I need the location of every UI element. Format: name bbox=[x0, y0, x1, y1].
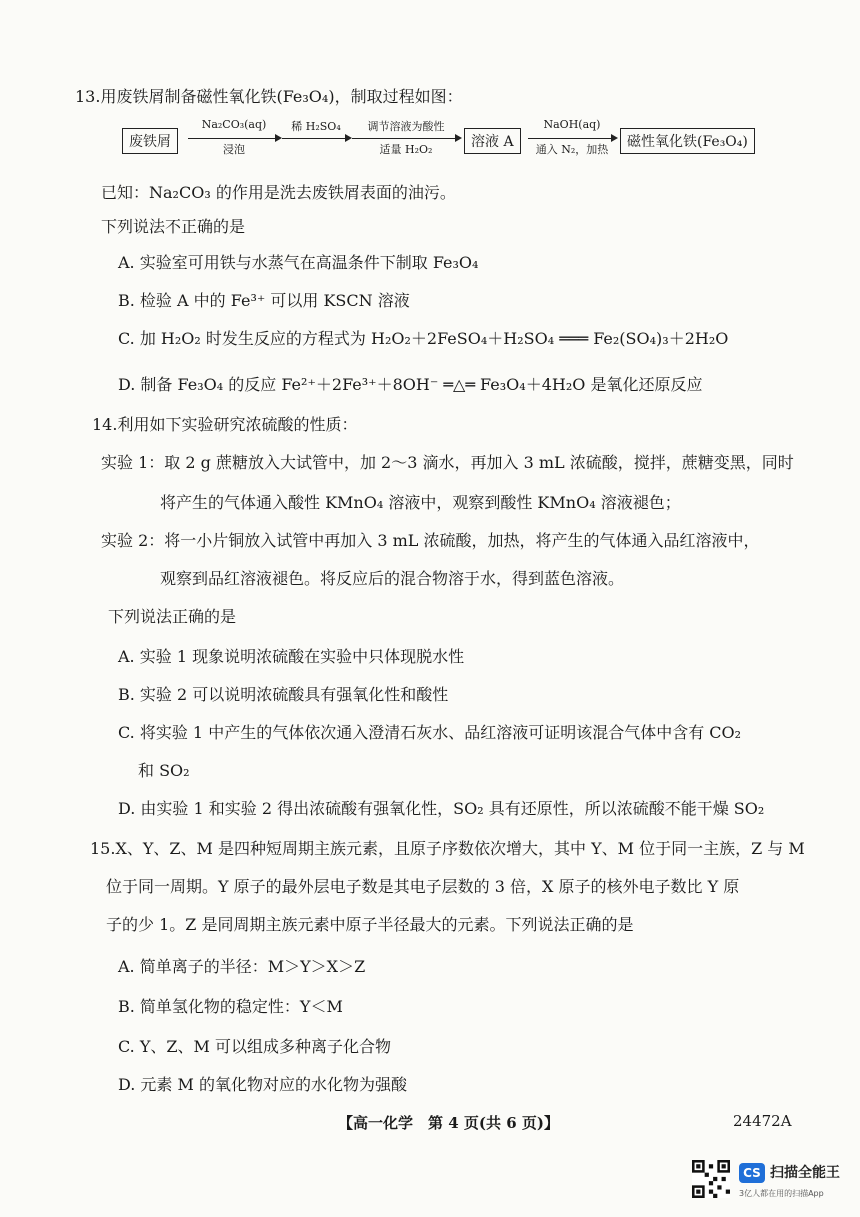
scanner-app-tagline: 3亿人都在用的扫描App bbox=[739, 1189, 824, 1198]
q14-option-c-line1: C. 将实验 1 中产生的气体依次通入澄清石灰水、品红溶液可证明该混合气体中含有 CO₂ bbox=[118, 723, 742, 742]
flow-arrow3-top: 调节溶液为酸性 bbox=[367, 120, 445, 133]
flow-arrow1-bottom: 浸泡 bbox=[223, 143, 245, 156]
q13-known: 已知：Na₂CO₃ 的作用是洗去废铁屑表面的油污。 bbox=[101, 183, 456, 202]
q13-stem: 13.用废铁屑制备磁性氧化铁(Fe₃O₄)，制取过程如图： bbox=[75, 87, 463, 106]
flow-arrow4-top: NaOH(aq) bbox=[543, 118, 601, 131]
flow-arrow3-bottom: 适量 H₂O₂ bbox=[379, 143, 433, 156]
q15-option-b: B. 简单氢化物的稳定性：Y＜M bbox=[118, 997, 343, 1016]
flow-arrow-3 bbox=[352, 138, 460, 139]
q15-stem-line3: 子的少 1。Z 是同周期主族元素中原子半径最大的元素。下列说法正确的是 bbox=[106, 915, 634, 934]
q13-flow-diagram bbox=[120, 118, 760, 158]
flow-arrow4-bottom: 通入 N₂，加热 bbox=[535, 143, 609, 156]
q14-option-c-line2: 和 SO₂ bbox=[138, 761, 190, 780]
q15-stem-line1: 15.X、Y、Z、M 是四种短周期主族元素，且原子序数依次增大，其中 Y、M 位于同一主族，Z 与 M bbox=[90, 839, 805, 858]
q15-option-d: D. 元素 M 的氧化物对应的水化物为强酸 bbox=[118, 1075, 407, 1094]
q14-exp1-line2: 将产生的气体通入酸性 KMnO₄ 溶液中，观察到酸性 KMnO₄ 溶液褪色； bbox=[160, 493, 681, 512]
q14-option-b: B. 实验 2 可以说明浓硫酸具有强氧化性和酸性 bbox=[118, 685, 449, 704]
qr-code-icon bbox=[692, 1160, 730, 1198]
exam-code: 24472A bbox=[733, 1112, 792, 1130]
q15-option-a: A. 简单离子的半径：M＞Y＞X＞Z bbox=[118, 957, 366, 976]
q14-exp2-line1: 实验 2：将一小片铜放入试管中再加入 3 mL 浓硫酸，加热，将产生的气体通入品红溶液中， bbox=[101, 531, 760, 550]
flow-mid-box: 溶液 A bbox=[464, 128, 521, 154]
q14-prompt: 下列说法正确的是 bbox=[108, 607, 237, 626]
q14-option-d: D. 由实验 1 和实验 2 得出浓硫酸有强氧化性，SO₂ 具有还原性，所以浓硫酸不能干燥 SO₂ bbox=[118, 799, 765, 818]
flow-arrow1-top: Na₂CO₃(aq) bbox=[201, 118, 267, 131]
q14-option-a: A. 实验 1 现象说明浓硫酸在实验中只体现脱水性 bbox=[118, 647, 465, 666]
q14-stem: 14.利用如下实验研究浓硫酸的性质： bbox=[92, 415, 358, 434]
flow-arrow-1 bbox=[188, 138, 280, 139]
q13-option-c: C. 加 H₂O₂ 时发生反应的方程式为 H₂O₂＋2FeSO₄＋H₂SO₄ ═══ Fe₂(SO₄)₃＋2H₂O bbox=[118, 329, 729, 348]
camscanner-logo-icon: CS bbox=[739, 1163, 765, 1183]
flow-arrow-2 bbox=[282, 138, 350, 139]
flow-arrow2-top: 稀 H₂SO₄ bbox=[291, 120, 341, 133]
q13-option-d: D. 制备 Fe₃O₄ 的反应 Fe²⁺＋2Fe³⁺＋8OH⁻ ═△═ Fe₃O₄＋4H₂O 是氧化还原反应 bbox=[118, 375, 703, 394]
q13-option-a: A. 实验室可用铁与水蒸气在高温条件下制取 Fe₃O₄ bbox=[118, 253, 479, 272]
q15-option-c: C. Y、Z、M 可以组成多种离子化合物 bbox=[118, 1037, 391, 1056]
q15-stem-line2: 位于同一周期。Y 原子的最外层电子数是其电子层数的 3 倍，X 原子的核外电子数比 Y 原 bbox=[106, 877, 740, 896]
q13-prompt: 下列说法不正确的是 bbox=[101, 217, 246, 236]
page-footer: 【高一化学 第 4 页(共 6 页)】 bbox=[338, 1114, 559, 1132]
scanner-app-name: 扫描全能王 bbox=[770, 1165, 840, 1181]
q14-exp2-line2: 观察到品红溶液褪色。将反应后的混合物溶于水，得到蓝色溶液。 bbox=[160, 569, 625, 588]
q13-option-b: B. 检验 A 中的 Fe³⁺ 可以用 KSCN 溶液 bbox=[118, 291, 410, 310]
flow-end-box: 磁性氧化铁(Fe₃O₄) bbox=[620, 128, 755, 154]
q14-exp1-line1: 实验 1：取 2 g 蔗糖放入大试管中，加 2～3 滴水，再加入 3 mL 浓硫酸，搅拌，蔗糖变黑，同时 bbox=[101, 453, 794, 472]
flow-start-box: 废铁屑 bbox=[122, 128, 178, 154]
flow-arrow-4 bbox=[528, 138, 616, 139]
